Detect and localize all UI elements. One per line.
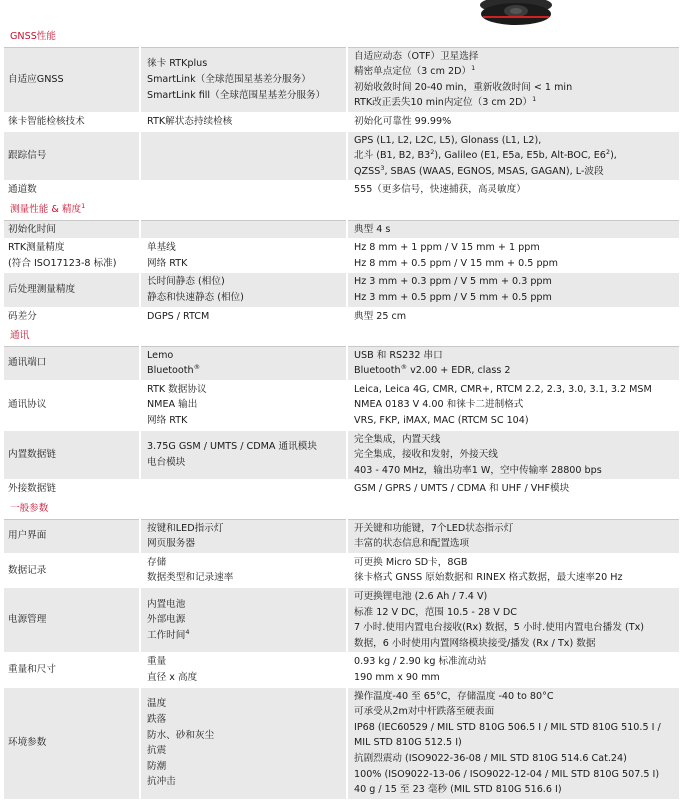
section-header xyxy=(4,499,679,520)
spec-value-line: NMEA 0183 V 4.00 和徕卡二进制格式 xyxy=(354,399,524,411)
spec-item-line: 温度 xyxy=(147,698,167,710)
spec-row xyxy=(4,307,679,326)
spec-row xyxy=(4,239,679,273)
spec-row xyxy=(4,480,679,499)
spec-value-line: Hz 8 mm + 1 ppm / V 15 mm + 1 ppm xyxy=(354,242,540,254)
spec-item xyxy=(140,653,347,687)
spec-item-line: 内置电池 xyxy=(147,598,186,610)
spec-item xyxy=(140,112,347,131)
section-header xyxy=(4,326,679,347)
spec-value-line: VRS, FKP, iMAX, MAC (RTCM SC 104) xyxy=(354,415,529,427)
spec-row xyxy=(4,273,679,307)
spec-value-line: MIL STD 810G 512.5 I) xyxy=(354,737,462,749)
spec-label-line: 初始化时间 xyxy=(8,223,56,235)
gnss-receiver-image xyxy=(478,0,554,26)
spec-label xyxy=(4,380,140,430)
spec-item-line: 徕卡 RTKplus xyxy=(147,58,208,70)
spec-value-line: 标准 12 V DC，范围 10.5 - 28 V DC xyxy=(354,606,517,618)
spec-value xyxy=(347,480,679,499)
spec-label-line: 徕卡智能检核技术 xyxy=(8,115,85,127)
spec-label xyxy=(4,131,140,181)
spec-label xyxy=(4,112,140,131)
spec-value xyxy=(347,307,679,326)
spec-value-line: 精密单点定位（3 cm 2D）$^1$ xyxy=(354,64,476,78)
spec-item-line: 抗冲击 xyxy=(147,776,176,788)
spec-label-line: 自适应GNSS xyxy=(8,73,64,85)
spec-value-line: 190 mm x 90 mm xyxy=(354,671,440,683)
spec-item-line: 网络 RTK xyxy=(147,257,188,269)
spec-value-line: 北斗 (B1, B2, $B3^2$), Galileo (E1, E5a, E5b, Alt-BOC, $E6^2$), xyxy=(354,147,617,162)
spec-value-line: 可更换锂电池 (2.6 Ah / 7.4 V) xyxy=(354,591,488,602)
spec-item-line: 工作时间$^4$ xyxy=(147,627,190,641)
section-title: 测量性能 & 精度$^1$ xyxy=(4,199,679,220)
spec-value-line: 典型 25 cm xyxy=(354,310,407,322)
spec-label xyxy=(4,553,140,587)
spec-item-line: 直径 x 高度 xyxy=(147,671,198,683)
spec-label xyxy=(4,588,140,653)
section-header xyxy=(4,27,679,47)
spec-item xyxy=(140,131,347,181)
spec-value xyxy=(347,131,679,181)
spec-item xyxy=(140,307,347,326)
spec-value xyxy=(347,112,679,131)
spec-item-line: RTK解状态持续检核 xyxy=(147,115,233,127)
spec-item xyxy=(140,687,347,799)
section-title: 通讯 xyxy=(4,326,679,347)
spec-item-line: Bluetooth® xyxy=(147,363,201,377)
spec-item xyxy=(140,430,347,480)
spec-item-line: 网页服务器 xyxy=(147,538,195,550)
spec-label-line: 环境参数 xyxy=(8,737,47,749)
spec-value-line: RTK改正丢失10 min内定位（3 cm 2D）$^1$ xyxy=(354,95,537,109)
spec-label-line: 电源管理 xyxy=(8,614,47,626)
spec-label xyxy=(4,346,140,380)
spec-item-line: 3.75G GSM / UMTS / CDMA 通讯模块 xyxy=(147,441,317,453)
spec-row xyxy=(4,430,679,480)
spec-row xyxy=(4,346,679,380)
section-title: GNSS性能 xyxy=(4,27,679,47)
spec-item-line: Lemo xyxy=(147,349,174,361)
spec-item xyxy=(140,47,347,112)
spec-value-line: 抗剧烈震动 (ISO9022-36-08 / MIL STD 810G 514.6 Cat.24) xyxy=(354,752,627,764)
spec-row xyxy=(4,588,679,653)
spec-value-line: 555（更多信号，快速捕获，高灵敏度） xyxy=(354,184,526,196)
spec-label-line: 数据记录 xyxy=(8,564,47,576)
spec-value-line: GPS (L1, L2, L2C, L5), Glonass (L1, L2), xyxy=(354,134,542,146)
spec-value-line: Hz 8 mm + 0.5 ppm / V 15 mm + 0.5 ppm xyxy=(354,257,558,269)
spec-item-line: 存储 xyxy=(147,556,167,568)
spec-label-line: RTK测量精度 xyxy=(8,242,65,254)
spec-item-line: 长时间静态 (相位) xyxy=(147,276,225,288)
spec-value-line: IP68 (IEC60529 / MIL STD 810G 506.5 I / MIL STD 810G 510.5 I / xyxy=(354,721,661,733)
spec-value xyxy=(347,430,679,480)
spec-item-line: NMEA 输出 xyxy=(147,399,198,411)
spec-item-line: 按键和LED指示灯 xyxy=(147,522,224,534)
spec-label xyxy=(4,220,140,239)
spec-item xyxy=(140,519,347,553)
spec-item xyxy=(140,220,347,239)
spec-value-line: 可更换 Micro SD卡，8GB xyxy=(354,556,468,568)
spec-value xyxy=(347,653,679,687)
spec-label xyxy=(4,273,140,307)
spec-value-line: Hz 3 mm + 0.5 ppm / V 5 mm + 0.5 ppm xyxy=(354,291,552,303)
spec-label xyxy=(4,307,140,326)
spec-label xyxy=(4,653,140,687)
spec-row xyxy=(4,181,679,200)
spec-label-line: 后处理测量精度 xyxy=(8,284,76,296)
spec-value-line: Hz 3 mm + 0.3 ppm / V 5 mm + 0.3 ppm xyxy=(354,276,552,288)
spec-label-line: 跟踪信号 xyxy=(8,150,47,162)
spec-item-line: 单基线 xyxy=(147,242,176,254)
spec-value xyxy=(347,181,679,200)
spec-value-line: 自适应动态（OTF）卫星选择 xyxy=(354,50,479,62)
spec-label-line: 码差分 xyxy=(8,310,37,322)
spec-label xyxy=(4,239,140,273)
spec-item-line: 数据类型和记录速率 xyxy=(147,572,234,584)
spec-row xyxy=(4,553,679,587)
spec-label-line: 内置数据链 xyxy=(8,449,56,461)
spec-item xyxy=(140,380,347,430)
spec-value xyxy=(347,380,679,430)
spec-value-line: 40 g / 15 至 23 毫秒 (MIL STD 810G 516.6 I) xyxy=(354,784,562,796)
spec-value-line: 典型 4 s xyxy=(354,223,391,235)
spec-item xyxy=(140,480,347,499)
spec-row xyxy=(4,131,679,181)
spec-row xyxy=(4,687,679,799)
spec-value-line: 7 小时.使用内置电台接收(Rx) 数据，5 小时.使用内置电台播发 (Tx) xyxy=(354,622,645,634)
spec-item-line: 网络 RTK xyxy=(147,415,188,427)
spec-item-line: 重量 xyxy=(147,656,167,668)
spec-value-line: 开关键和功能键，7个LED状态指示灯 xyxy=(354,522,514,534)
spec-value-line: 完全集成，内置天线 xyxy=(354,433,441,445)
spec-item xyxy=(140,239,347,273)
spec-row xyxy=(4,380,679,430)
spec-label xyxy=(4,687,140,799)
spec-item-line: SmartLink（全球范围星基差分服务） xyxy=(147,73,311,85)
spec-value xyxy=(347,239,679,273)
spec-value xyxy=(347,519,679,553)
spec-value xyxy=(347,47,679,112)
spec-label-line: 重量和尺寸 xyxy=(8,664,56,676)
spec-item-line: DGPS / RTCM xyxy=(147,310,210,322)
spec-value-line: 数据，6 小时使用内置网络模块接受/播发 (Rx / Tx) 数据 xyxy=(354,637,596,649)
spec-value xyxy=(347,220,679,239)
spec-label-line: (符合 ISO17123-8 标准) xyxy=(8,257,117,269)
spec-row xyxy=(4,519,679,553)
spec-value-line: Leica, Leica 4G, CMR, CMR+, RTCM 2.2, 2.3, 3.0, 3.1, 3.2 MSM xyxy=(354,383,652,395)
spec-label xyxy=(4,47,140,112)
spec-label-line: 通讯端口 xyxy=(8,357,47,369)
spec-value xyxy=(347,687,679,799)
spec-value xyxy=(347,273,679,307)
spec-row xyxy=(4,47,679,112)
spec-value xyxy=(347,588,679,653)
spec-label xyxy=(4,519,140,553)
spec-row xyxy=(4,220,679,239)
spec-value xyxy=(347,553,679,587)
spec-value-line: 完全集成，接收和发射，外接天线 xyxy=(354,449,498,461)
spec-item-line: 跌落 xyxy=(147,713,167,725)
spec-row xyxy=(4,653,679,687)
spec-label-line: 外接数据链 xyxy=(8,483,56,495)
spec-value-line: GSM / GPRS / UMTS / CDMA 和 UHF / VHF模块 xyxy=(354,483,570,495)
spec-item-line: 防水、砂和灰尘 xyxy=(147,729,215,741)
spec-row xyxy=(4,112,679,131)
spec-label xyxy=(4,181,140,200)
spec-value-line: 初始收敛时间 20-40 min，重新收敛时间 < 1 min xyxy=(354,81,573,93)
spec-value-line: Bluetooth® v2.00 + EDR, class 2 xyxy=(354,363,511,377)
spec-item xyxy=(140,181,347,200)
spec-value-line: 徕卡格式 GNSS 原始数据和 RINEX 格式数据，最大速率20 Hz xyxy=(354,572,623,584)
section-title: 一般参数 xyxy=(4,499,679,520)
spec-table xyxy=(4,27,679,800)
spec-label xyxy=(4,430,140,480)
spec-value-line: 403 - 470 MHz，输出功率1 W，空中传输率 28800 bps xyxy=(354,464,602,476)
spec-item xyxy=(140,588,347,653)
spec-value-line: 丰富的状态信息和配置选项 xyxy=(354,538,470,550)
spec-item xyxy=(140,553,347,587)
spec-label xyxy=(4,480,140,499)
spec-value-line: USB 和 RS232 串口 xyxy=(354,349,443,361)
spec-item-line: 电台模块 xyxy=(147,457,186,469)
spec-item xyxy=(140,273,347,307)
spec-value-line: 初始化可靠性 99.99% xyxy=(354,115,452,127)
spec-value-line: 可承受从2m对中杆跌落至硬表面 xyxy=(354,706,495,718)
spec-label-line: 通讯协议 xyxy=(8,399,47,411)
spec-value-line: 操作温度-40 至 65°C，存储温度 -40 to 80°C xyxy=(354,690,554,702)
spec-item-line: 防潮 xyxy=(147,760,167,772)
spec-item-line: 抗震 xyxy=(147,745,167,757)
spec-label-line: 用户界面 xyxy=(8,530,47,542)
spec-item xyxy=(140,346,347,380)
spec-item-line: 静态和快速静态 (相位) xyxy=(147,291,244,303)
spec-value-line: QZSS$^3$, SBAS (WAAS, EGNOS, MSAS, GAGAN), L-波段 xyxy=(354,163,604,177)
spec-value-line: 100% (ISO9022-13-06 / ISO9022-12-04 / MIL STD 810G 507.5 I) xyxy=(354,768,660,780)
spec-value-line: 0.93 kg / 2.90 kg 标准流动站 xyxy=(354,656,487,668)
spec-value xyxy=(347,346,679,380)
spec-item-line: RTK 数据协议 xyxy=(147,383,207,395)
spec-item-line: 外部电源 xyxy=(147,614,186,626)
spec-item-line: SmartLink fill（全球范围星基差分服务） xyxy=(147,89,326,101)
spec-label-line: 通道数 xyxy=(8,184,37,196)
section-header xyxy=(4,199,679,220)
